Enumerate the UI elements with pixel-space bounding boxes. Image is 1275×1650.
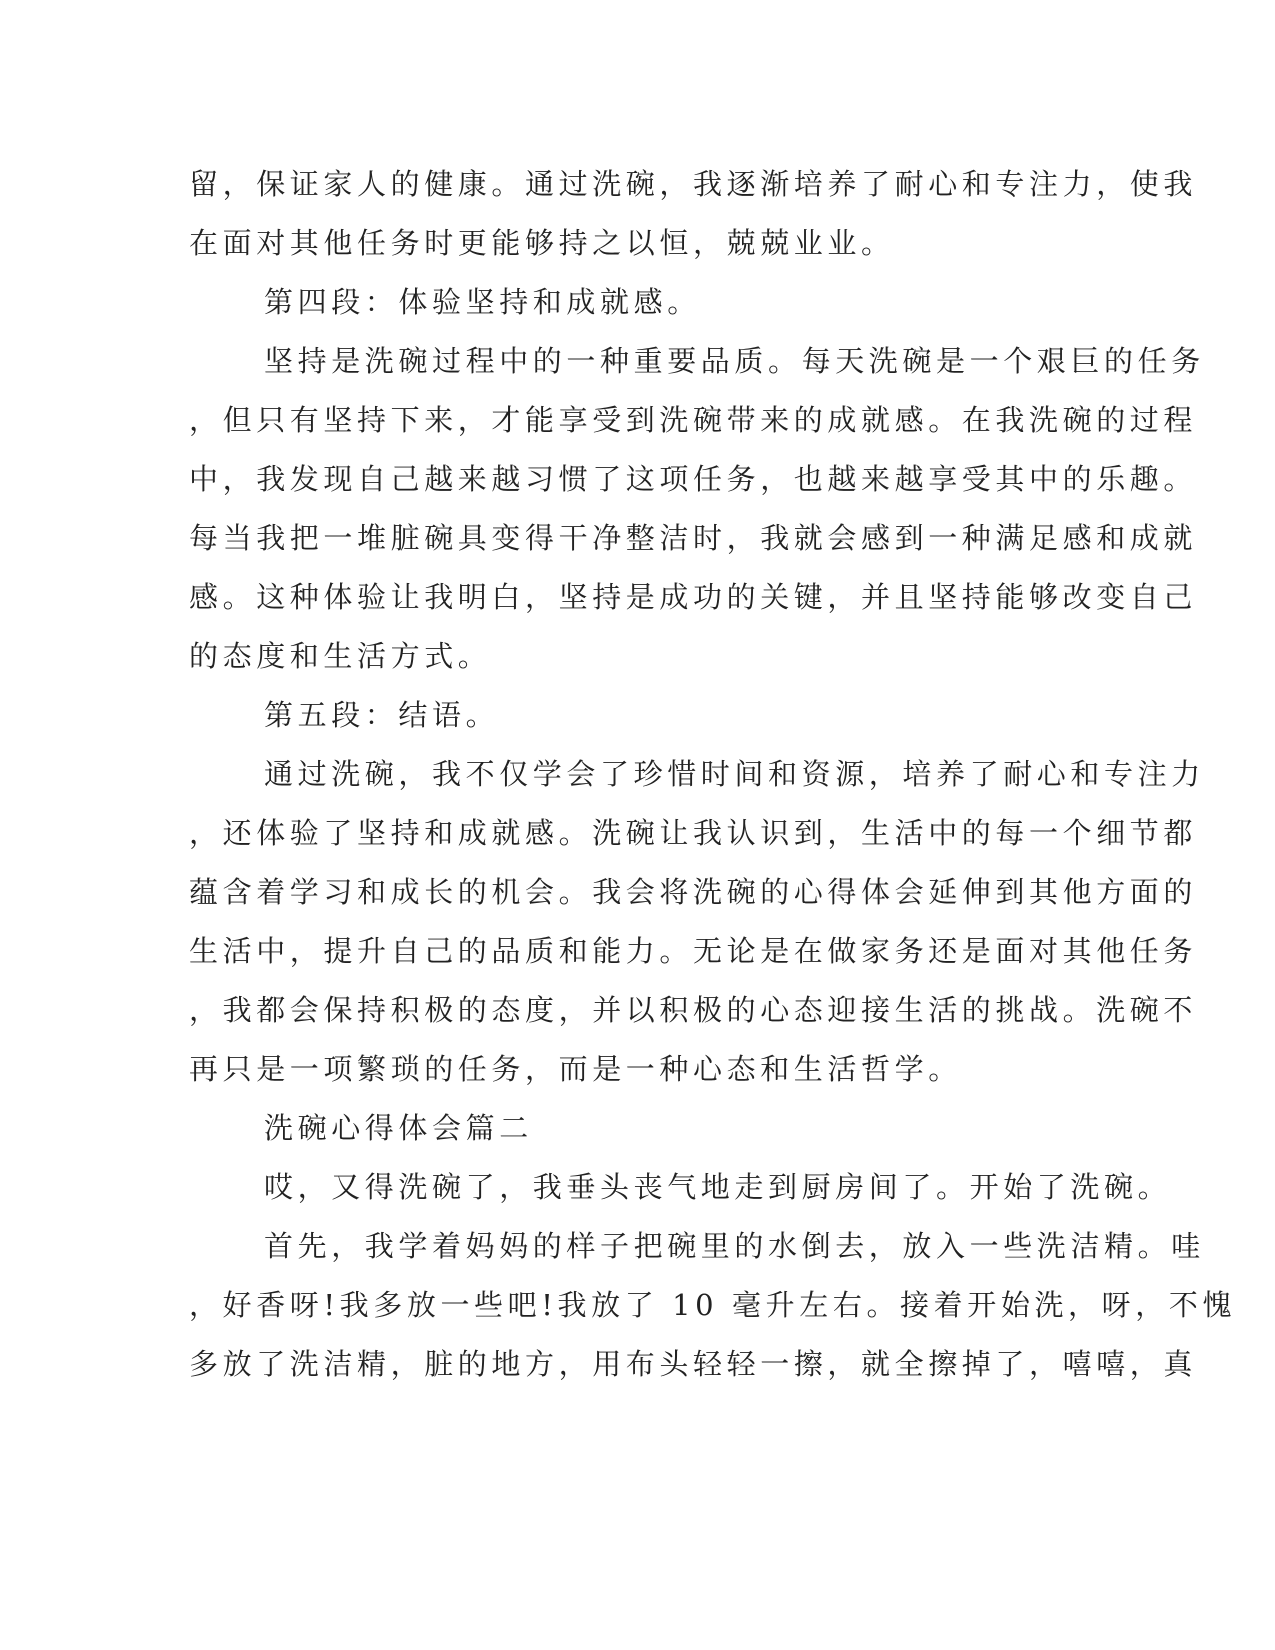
text-line: 哎，又得洗碗了，我垂头丧气地走到厨房间了。开始了洗碗。	[264, 1170, 1172, 1204]
text-line: 坚持是洗碗过程中的一种重要品质。每天洗碗是一个艰巨的任务	[264, 344, 1205, 378]
text-line: 蕴含着学习和成长的机会。我会将洗碗的心得体会延伸到其他方面的	[189, 875, 1198, 909]
text-line: 中，我发现自己越来越习惯了这项任务，也越来越享受其中的乐趣。	[189, 462, 1198, 496]
text-line: ，还体验了坚持和成就感。洗碗让我认识到，生活中的每一个细节都	[189, 816, 1198, 850]
text-line: 生活中，提升自己的品质和能力。无论是在做家务还是面对其他任务	[189, 934, 1198, 968]
text-line: 通过洗碗，我不仅学会了珍惜时间和资源，培养了耐心和专注力	[264, 757, 1205, 791]
text-line: 的态度和生活方式。	[189, 639, 492, 673]
article-title: 洗碗心得体会篇二	[264, 1111, 533, 1145]
text-line: 感。这种体验让我明白，坚持是成功的关键，并且坚持能够改变自己	[189, 580, 1198, 614]
text-line: 在面对其他任务时更能够持之以恒，兢兢业业。	[189, 226, 895, 260]
text-line: 每当我把一堆脏碗具变得干净整洁时，我就会感到一种满足感和成就	[189, 521, 1198, 555]
text-line: 多放了洗洁精，脏的地方，用布头轻轻一擦，就全擦掉了，嘻嘻，真	[189, 1347, 1198, 1381]
section-heading: 第五段：结语。	[264, 698, 500, 732]
text-line: 再只是一项繁琐的任务，而是一种心态和生活哲学。	[189, 1052, 962, 1086]
text-line: ，但只有坚持下来，才能享受到洗碗带来的成就感。在我洗碗的过程	[189, 403, 1198, 437]
text-line: ，好香呀!我多放一些吧!我放了 10 毫升左右。接着开始洗，呀，不愧	[189, 1288, 1237, 1322]
text-line: 首先，我学着妈妈的样子把碗里的水倒去，放入一些洗洁精。哇	[264, 1229, 1205, 1263]
text-line: ，我都会保持积极的态度，并以积极的心态迎接生活的挑战。洗碗不	[189, 993, 1198, 1027]
section-heading: 第四段：体验坚持和成就感。	[264, 285, 701, 319]
text-line: 留，保证家人的健康。通过洗碗，我逐渐培养了耐心和专注力，使我	[189, 167, 1198, 201]
